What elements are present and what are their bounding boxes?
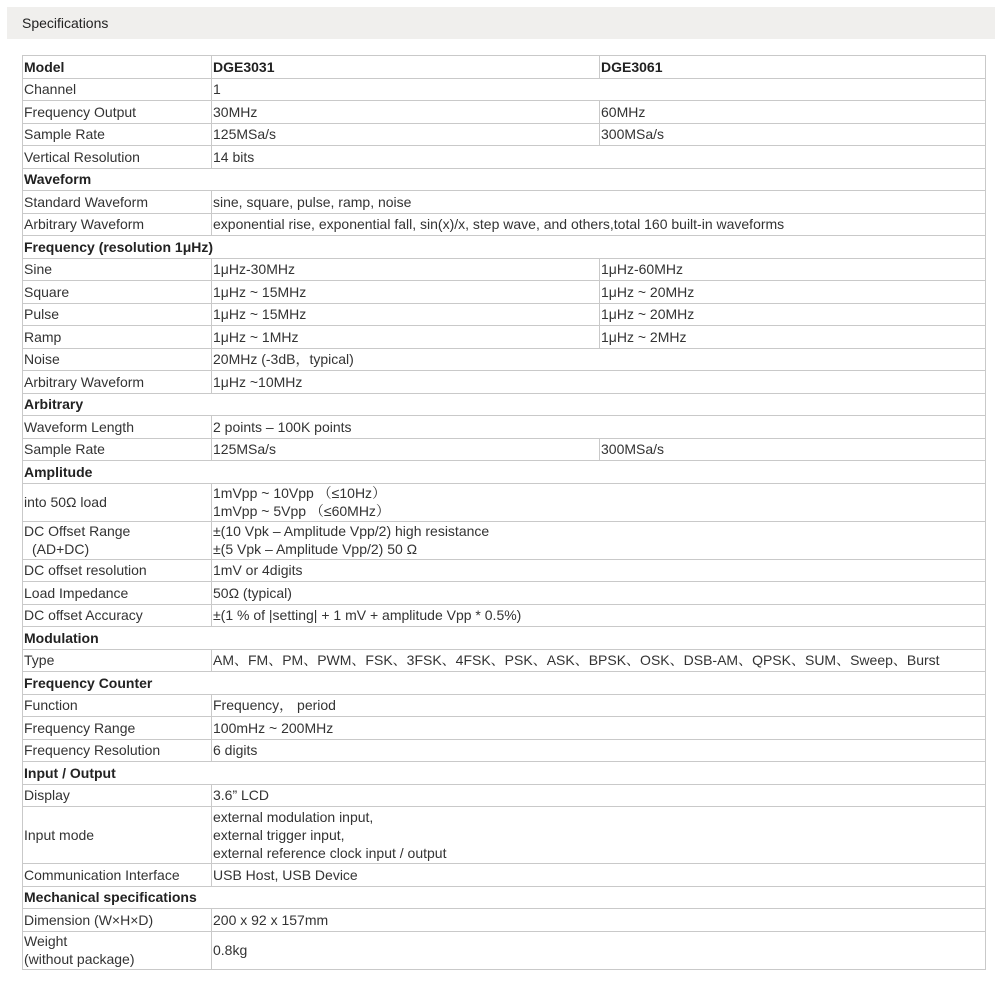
row-label: Square xyxy=(23,281,212,304)
table-row xyxy=(23,604,986,627)
row-label xyxy=(23,931,212,969)
specifications-table xyxy=(22,55,986,970)
row-value: 100mHz ~ 200MHz xyxy=(212,717,986,740)
row-value: 200 x 92 x 157mm xyxy=(212,909,986,932)
section-row-frequency xyxy=(23,236,986,259)
row-label: Standard Waveform xyxy=(23,191,212,214)
table-row xyxy=(23,864,986,887)
row-value: sine, square, pulse, ramp, noise xyxy=(212,191,986,214)
table-row xyxy=(23,559,986,582)
row-label: Channel xyxy=(23,78,212,101)
row-label: Type xyxy=(23,649,212,672)
row-label: Waveform Length xyxy=(23,416,212,439)
table-row xyxy=(23,348,986,371)
row-label xyxy=(23,521,212,559)
row-label: Communication Interface xyxy=(23,864,212,887)
section-row-amplitude xyxy=(23,461,986,484)
row-label: Frequency Range xyxy=(23,717,212,740)
row-value: ±(1 % of |setting| + 1 mV + amplitude Vpp * 0.5%) xyxy=(212,604,986,627)
row-value-a: 30MHz xyxy=(212,101,600,124)
table-row xyxy=(23,281,986,304)
row-value: 14 bits xyxy=(212,146,986,169)
row-value-a: 125MSa/s xyxy=(212,438,600,461)
table-row xyxy=(23,784,986,807)
specifications-tab[interactable]: Specifications xyxy=(22,15,109,31)
table-row xyxy=(23,123,986,146)
row-label: Ramp xyxy=(23,326,212,349)
value-line: ±(5 Vpk – Amplitude Vpp/2) 50 Ω xyxy=(213,541,418,557)
row-value xyxy=(212,521,986,559)
value-line: external trigger input, xyxy=(213,827,345,843)
value-line: external modulation input, xyxy=(213,809,374,825)
row-label: Vertical Resolution xyxy=(23,146,212,169)
header-model-2: DGE3061 xyxy=(600,56,986,79)
table-row xyxy=(23,649,986,672)
row-value: exponential rise, exponential fall, sin(x)/x, step wave, and others,total 160 built-in waveforms xyxy=(212,213,986,236)
section-heading: Frequency (resolution 1μHz) xyxy=(23,236,986,259)
table-row xyxy=(23,931,986,969)
row-value: 20MHz (-3dB，typical) xyxy=(212,348,986,371)
row-value: 1mV or 4digits xyxy=(212,559,986,582)
table-row xyxy=(23,371,986,394)
section-heading: Mechanical specifications xyxy=(23,886,986,909)
table-row xyxy=(23,582,986,605)
row-value-a: 1μHz ~ 15MHz xyxy=(212,281,600,304)
section-row-arbitrary xyxy=(23,393,986,416)
row-label: Arbitrary Waveform xyxy=(23,371,212,394)
table-row xyxy=(23,483,986,521)
value-line: external reference clock input / output xyxy=(213,845,447,861)
section-heading: Frequency Counter xyxy=(23,672,986,695)
section-row-mechanical xyxy=(23,886,986,909)
row-value-a: 1μHz-30MHz xyxy=(212,258,600,281)
section-heading: Modulation xyxy=(23,627,986,650)
section-row-frequency-counter xyxy=(23,672,986,695)
table-row xyxy=(23,739,986,762)
table-header-row xyxy=(23,56,986,79)
section-row-input-output xyxy=(23,762,986,785)
table-row xyxy=(23,213,986,236)
table-row xyxy=(23,326,986,349)
value-line: ±(10 Vpk – Amplitude Vpp/2) high resistance xyxy=(213,523,490,539)
label-line: Weight xyxy=(24,933,68,949)
row-label: into 50Ω load xyxy=(23,483,212,521)
value-line: 1mVpp ~ 10Vpp （≤10Hz） xyxy=(213,485,387,501)
table-row xyxy=(23,521,986,559)
header-model-1: DGE3031 xyxy=(212,56,600,79)
row-value: 0.8kg xyxy=(212,931,986,969)
row-value: 1μHz ~10MHz xyxy=(212,371,986,394)
table-row xyxy=(23,807,986,864)
header-label: Model xyxy=(23,56,212,79)
row-label: Dimension (W×H×D) xyxy=(23,909,212,932)
table-row xyxy=(23,303,986,326)
row-value: 50Ω (typical) xyxy=(212,582,986,605)
label-line: DC Offset Range xyxy=(24,523,131,539)
table-row xyxy=(23,191,986,214)
row-label: Sample Rate xyxy=(23,123,212,146)
row-value-b: 1μHz-60MHz xyxy=(600,258,986,281)
table-row xyxy=(23,146,986,169)
value-line: 1mVpp ~ 5Vpp （≤60MHz） xyxy=(213,503,390,519)
section-row-waveform xyxy=(23,168,986,191)
section-heading: Waveform xyxy=(23,168,986,191)
row-value-b: 1μHz ~ 20MHz xyxy=(600,281,986,304)
row-label: Load Impedance xyxy=(23,582,212,605)
row-value-a: 1μHz ~ 1MHz xyxy=(212,326,600,349)
table-row xyxy=(23,101,986,124)
row-value xyxy=(212,807,986,864)
section-heading: Amplitude xyxy=(23,461,986,484)
row-label: Arbitrary Waveform xyxy=(23,213,212,236)
section-heading: Arbitrary xyxy=(23,393,986,416)
row-label: Pulse xyxy=(23,303,212,326)
row-value-a: 125MSa/s xyxy=(212,123,600,146)
row-value: AM、FM、PM、PWM、FSK、3FSK、4FSK、PSK、ASK、BPSK、OSK、DSB-AM、QPSK、SUM、Sweep、Burst xyxy=(212,649,986,672)
row-value xyxy=(212,483,986,521)
table-row xyxy=(23,909,986,932)
row-value-a: 1μHz ~ 15MHz xyxy=(212,303,600,326)
row-label: Sample Rate xyxy=(23,438,212,461)
row-value: 1 xyxy=(212,78,986,101)
row-value-b: 300MSa/s xyxy=(600,123,986,146)
row-value: Frequency， period xyxy=(212,694,986,717)
row-label: Display xyxy=(23,784,212,807)
label-line: (without package) xyxy=(24,951,135,967)
table-row xyxy=(23,438,986,461)
row-label: Sine xyxy=(23,258,212,281)
table-row xyxy=(23,694,986,717)
specifications-tab-bar xyxy=(7,7,995,39)
table-row xyxy=(23,78,986,101)
row-label: Frequency Resolution xyxy=(23,739,212,762)
row-label: DC offset Accuracy xyxy=(23,604,212,627)
row-value: 3.6” LCD xyxy=(212,784,986,807)
table-row xyxy=(23,416,986,439)
row-value: 2 points – 100K points xyxy=(212,416,986,439)
row-value-b: 300MSa/s xyxy=(600,438,986,461)
label-line: (AD+DC) xyxy=(32,541,90,557)
row-value-b: 1μHz ~ 2MHz xyxy=(600,326,986,349)
section-heading: Input / Output xyxy=(23,762,986,785)
row-label: DC offset resolution xyxy=(23,559,212,582)
row-value: 6 digits xyxy=(212,739,986,762)
row-label: Frequency Output xyxy=(23,101,212,124)
table-row xyxy=(23,717,986,740)
row-label: Function xyxy=(23,694,212,717)
row-value-b: 1μHz ~ 20MHz xyxy=(600,303,986,326)
table-row xyxy=(23,258,986,281)
row-value-b: 60MHz xyxy=(600,101,986,124)
row-label: Noise xyxy=(23,348,212,371)
section-row-modulation xyxy=(23,627,986,650)
row-value: USB Host, USB Device xyxy=(212,864,986,887)
row-label: Input mode xyxy=(23,807,212,864)
